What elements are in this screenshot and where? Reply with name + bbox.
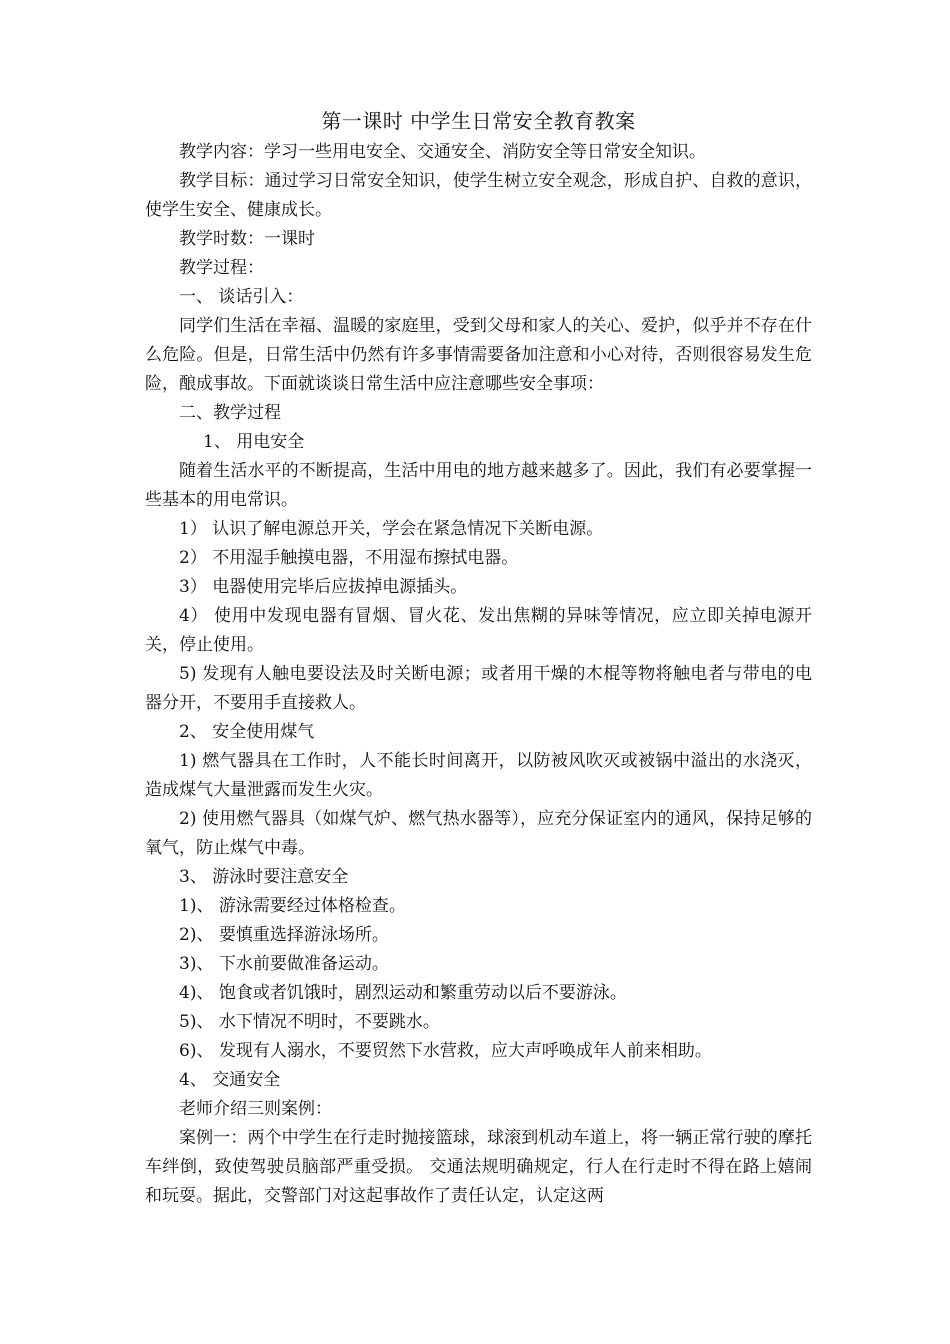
paragraph: 4、 交通安全	[179, 1070, 281, 1090]
paragraph: 6)、 发现有人溺水，不要贸然下水营救，应大声呼唤成年人前来相助。	[179, 1041, 712, 1061]
paragraph: 1) 燃气器具在工作时，人不能长时间离开，以防被风吹灭或被锅中溢出的水浇灭，造成煤气大量泄露而发生火灾。	[145, 751, 812, 800]
paragraph: 1、 用电安全	[203, 432, 305, 452]
paragraph: 4)、 饱食或者饥饿时，剧烈运动和繁重劳动以后不要游泳。	[179, 983, 627, 1003]
paragraph: 3)、 下水前要做准备运动。	[179, 954, 389, 974]
paragraph: 二、教学过程	[179, 403, 281, 423]
paragraph: 案例一：两个中学生在行走时抛接篮球，球滚到机动车道上，将一辆正常行驶的摩托车绊倒，致使驾驶员脑部严重受损。 交通法规明确规定，行人在行走时不得在路上嬉闹和玩耍。据此，交警部门对这起事故作了责任认定，认定这两	[145, 1128, 812, 1206]
paragraph: 教学目标：通过学习日常安全知识，使学生树立安全观念，形成自护、自救的意识，使学生安全、健康成长。	[145, 171, 812, 220]
paragraph: 一、 谈话引入：	[179, 287, 304, 307]
paragraph: 2) 使用燃气器具（如煤气炉、燃气热水器等），应充分保证室内的通风，保持足够的氧气，防止煤气中毒。	[145, 809, 812, 858]
document-page	[145, 104, 812, 1211]
paragraph: 教学时数：一课时	[179, 229, 315, 249]
paragraph: 老师介绍三则案例：	[179, 1099, 332, 1119]
paragraph: 2、 安全使用煤气	[179, 722, 315, 742]
paragraph: 随着生活水平的不断提高，生活中用电的地方越来越多了。因此，我们有必要掌握一些基本的用电常识。	[145, 461, 812, 510]
paragraph: 教学内容：学习一些用电安全、交通安全、消防安全等日常安全知识。	[179, 142, 706, 162]
paragraph: 2） 不用湿手触摸电器，不用湿布擦拭电器。	[179, 548, 519, 568]
paragraph: 2)、 要慎重选择游泳场所。	[179, 925, 389, 945]
paragraph: 教学过程：	[179, 258, 264, 278]
paragraph: 3） 电器使用完毕后应拔掉电源插头。	[179, 577, 468, 597]
paragraph: 1)、 游泳需要经过体格检查。	[179, 896, 406, 916]
paragraph: 5)、 水下情况不明时，不要跳水。	[179, 1012, 440, 1032]
paragraph: 4） 使用中发现电器有冒烟、冒火花、发出焦糊的异味等情况，应立即关掉电源开关，停止使用。	[145, 606, 812, 655]
paragraph: 5) 发现有人触电要设法及时关断电源；或者用干燥的木棍等物将触电者与带电的电器分开，不要用手直接救人。	[145, 664, 812, 713]
paragraph: 同学们生活在幸福、温暖的家庭里，受到父母和家人的关心、爱护，似乎并不存在什么危险。但是，日常生活中仍然有许多事情需要备加注意和小心对待，否则很容易发生危险，酿成事故。下面就谈谈日常生活中应注意哪些安全事项：	[145, 316, 812, 394]
paragraph: 1） 认识了解电源总开关，学会在紧急情况下关断电源。	[179, 519, 604, 539]
document-title: 第一课时 中学生日常安全教育教案	[321, 109, 636, 133]
paragraph: 3、 游泳时要注意安全	[179, 867, 349, 887]
document-body	[145, 138, 812, 1211]
